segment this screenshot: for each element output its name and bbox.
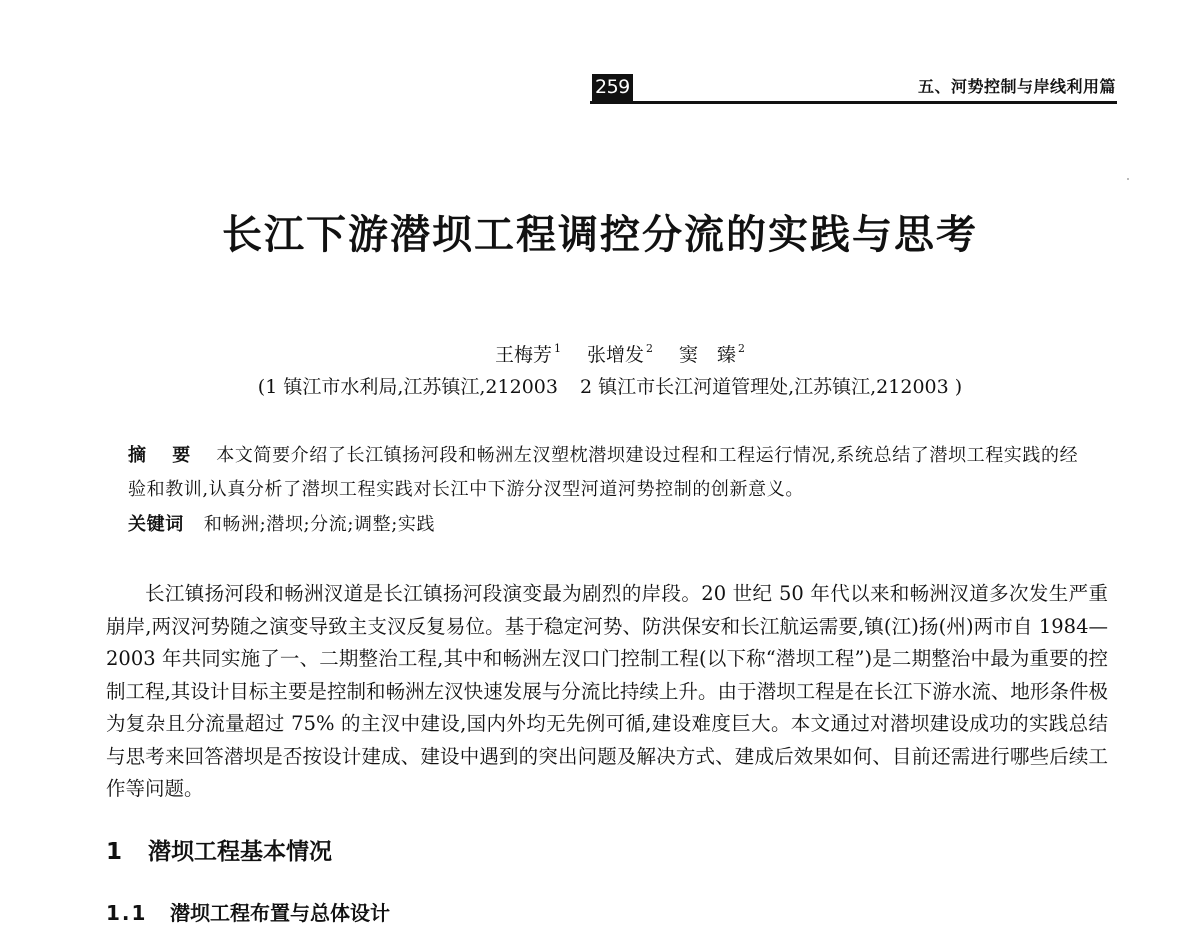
section-heading	[106, 835, 332, 869]
author-affil-mark: 2	[646, 342, 653, 355]
author-affil-mark: 2	[738, 342, 746, 355]
abstract	[128, 439, 1088, 507]
scan-speck	[1127, 178, 1129, 180]
author-name: 窦 臻	[679, 344, 737, 366]
author-name: 张增发	[586, 344, 644, 366]
affiliation-open-paren: (	[257, 376, 266, 398]
abstract-label: 摘 要	[128, 445, 201, 466]
keywords	[128, 511, 1088, 539]
subsection-title: 潜坝工程布置与总体设计	[170, 901, 390, 925]
affiliation-close-paren: )	[954, 376, 963, 398]
section-number: 1	[106, 839, 123, 865]
section-title: 潜坝工程基本情况	[148, 839, 332, 865]
affiliation-1: 1 镇江市水利局,江苏镇江,212003	[265, 376, 558, 398]
abstract-text: 本文简要介绍了长江镇扬河段和畅洲左汊塑枕潜坝建设过程和工程运行情况,系统总结了潜坝工程实践的经验和教训,认真分析了潜坝工程实践对长江中下游分汊型河道河势控制的创新意义。	[128, 445, 1079, 500]
keywords-text: 和畅洲;潜坝;分流;调整;实践	[203, 514, 436, 535]
paper-title: 长江下游潜坝工程调控分流的实践与思考	[222, 211, 978, 258]
header-rule	[590, 101, 1117, 104]
subsection-number: 1.1	[106, 901, 148, 925]
author-affil-mark: 1	[553, 342, 561, 355]
author-name: 王梅芳	[494, 344, 552, 366]
affiliation-2: 2 镇江市长江河道管理处,江苏镇江,212003	[579, 376, 949, 398]
affiliation-line	[0, 374, 1200, 400]
keywords-label: 关键词	[128, 514, 184, 535]
page-number: 259	[592, 74, 633, 101]
author-line	[0, 336, 1200, 368]
subsection-heading	[106, 896, 390, 930]
running-title: 五、河势控制与岸线利用篇	[917, 77, 1116, 96]
intro-paragraph: 长江镇扬河段和畅洲汊道是长江镇扬河段演变最为剧烈的岸段。20 世纪 50 年代以来和畅洲汊道多次发生严重崩岸,两汊河势随之演变导致主支汊反复易位。基于稳定河势、防洪保安和长江航运需要,镇(江)扬(州)两市自 1984—2003 年共同实施了一、二期整治工程,其中和畅洲左汊口门控制工程(以下称“潜坝工程”)是二期整治中最为重要的控制工程,其设计目标主要是控制和畅洲左汊快速发展与分流比持续上升。由于潜坝工程是在长江下游水流、地形条件极为复杂且分流量超过 75% 的主汊中建设,国内外均无先例可循,建设难度巨大。本文通过对潜坝建设成功的实践总结与思考来回答潜坝是否按设计建成、建设中遇到的突出问题及解决方式、建成后效果如何、目前还需进行哪些后续工作等问题。	[106, 582, 1108, 800]
